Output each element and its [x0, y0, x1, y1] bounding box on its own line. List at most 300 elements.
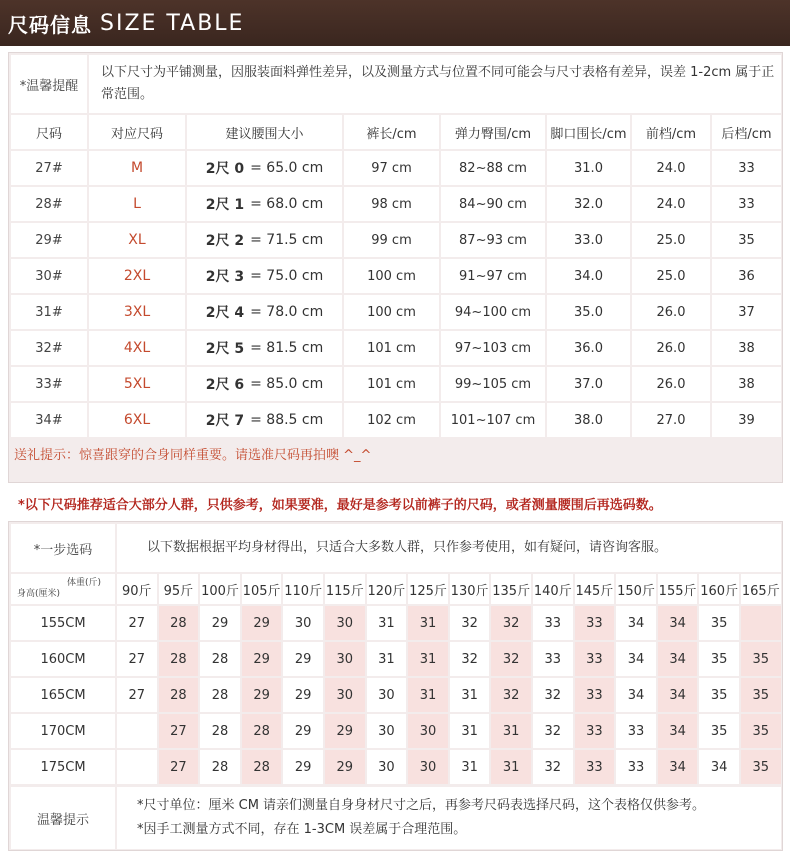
size-value: 29: [294, 723, 312, 739]
notice-text: 以下尺寸为平铺测量，因服装面料弹性差异，以及测量方式与位置不同可能会与尺寸表格有差异，误差 1-2cm 属于正常范围。: [101, 65, 775, 102]
waist-chi: 2尺 7: [205, 413, 245, 429]
size-value-cell: [741, 606, 781, 640]
corner-height-label: 身高(厘米): [17, 589, 61, 599]
weight-label: 135斤: [492, 583, 531, 599]
foot-text-cell: [117, 787, 781, 849]
weight-label: 110斤: [284, 583, 323, 599]
size-value-cell: [200, 714, 240, 748]
weight-label: 125斤: [409, 583, 447, 599]
size-value-cell: [741, 714, 781, 748]
waist-cell: [187, 295, 342, 329]
size-value: 34: [627, 651, 645, 667]
size-value: 28: [211, 759, 229, 775]
hem-value: 36.0: [574, 340, 603, 356]
notice-text-cell: [89, 55, 781, 113]
weight-header-cell: [325, 574, 365, 604]
waist-chi: 2尺 2: [205, 233, 245, 249]
code-cell: [89, 367, 185, 401]
size-value: 29#: [35, 232, 63, 248]
corner-cell: [11, 574, 115, 604]
size-value-cell: [159, 678, 199, 712]
size-value: 30#: [35, 268, 63, 284]
weight-header-cell: [367, 574, 407, 604]
back-cell: [712, 295, 781, 329]
size-value: 32: [544, 759, 562, 775]
code-value: 5XL: [123, 376, 151, 392]
size-value-cell: [658, 642, 698, 676]
weight-label: 150斤: [617, 583, 655, 599]
size-value-cell: [616, 642, 656, 676]
hem-cell: [547, 331, 630, 365]
front-cell: [632, 187, 710, 221]
weight-header-cell: [533, 574, 573, 604]
size-value-cell: [658, 714, 698, 748]
size-cell: [11, 295, 87, 329]
weight-header-cell: [159, 574, 199, 604]
header-cell: [89, 115, 185, 149]
code-cell: [89, 223, 185, 257]
front-value: 25.0: [656, 232, 686, 248]
size-value: 33: [586, 651, 603, 667]
hem-cell: [547, 187, 630, 221]
weight-header-cell: [616, 574, 656, 604]
size-value: 34: [669, 651, 686, 667]
size-value: 28: [170, 687, 187, 703]
weight-header-cell: [575, 574, 615, 604]
size-value: 30: [378, 759, 395, 775]
size-value-cell: [533, 750, 573, 784]
size-value-cell: [325, 678, 365, 712]
height-label: 175CM: [40, 759, 86, 775]
waist-cm: = 81.5 cm: [250, 340, 324, 356]
size-value: 31: [461, 759, 478, 775]
waist-cell: [187, 331, 342, 365]
size-value-cell: [325, 606, 365, 640]
header-cell: [187, 115, 342, 149]
foot-line-1: *尺寸单位：厘米 CM 请亲们测量自身身材尺寸之后，再参考尺码表选择尺码，这个表格仅供参考。: [137, 798, 706, 813]
size-value-cell: [450, 642, 490, 676]
waist-cm: = 71.5 cm: [250, 232, 324, 248]
height-label: 155CM: [40, 615, 86, 631]
size-value: 28: [170, 615, 187, 631]
size-value-cell: [367, 606, 407, 640]
size-value: 33: [586, 615, 603, 631]
size-value: 35: [752, 759, 770, 775]
size-value: 31#: [35, 304, 63, 320]
back-value: 37: [738, 304, 755, 320]
size-value-cell: [699, 750, 739, 784]
size-value: 34#: [35, 412, 63, 428]
height-cell: [11, 606, 115, 640]
size-value-cell: [450, 606, 490, 640]
size-value: 29: [336, 723, 354, 739]
size-value-cell: [575, 750, 615, 784]
waist-chi: 2尺 5: [205, 341, 245, 357]
length-cell: [344, 151, 439, 185]
size-value: 33#: [35, 376, 63, 392]
column-header: 前档/cm: [645, 126, 697, 142]
code-value: L: [133, 196, 141, 212]
hip-cell: [441, 187, 545, 221]
size-value: 29: [253, 687, 270, 703]
size-value: 30: [419, 759, 437, 775]
size-value-cell: [242, 678, 282, 712]
size-value: 32#: [35, 340, 63, 356]
size-value: 30: [336, 615, 354, 631]
size-value: 32: [461, 651, 478, 667]
hem-value: 32.0: [574, 196, 603, 212]
size-value-cell: [575, 714, 615, 748]
size-value-cell: [242, 642, 282, 676]
back-value: 38: [738, 340, 755, 356]
code-value: 6XL: [123, 412, 151, 428]
size-value-cell: [159, 606, 199, 640]
size-value: 29: [294, 651, 312, 667]
size-value-cell: [408, 714, 448, 748]
weight-header-cell: [117, 574, 157, 604]
weight-header-cell: [658, 574, 698, 604]
size-value-cell: [117, 642, 157, 676]
waist-chi: 2尺 1: [205, 197, 245, 213]
column-header: 后档/cm: [721, 126, 772, 142]
foot-label: 温馨提示: [36, 812, 89, 828]
quick-notice-text-cell: [117, 524, 781, 572]
hip-cell: [441, 151, 545, 185]
size-value-cell: [283, 678, 323, 712]
header-cell: [11, 115, 87, 149]
size-value: 31: [419, 651, 437, 667]
size-value: 33: [586, 687, 603, 703]
size-value: 35: [710, 723, 728, 739]
waist-cm: = 65.0 cm: [250, 160, 324, 176]
size-value-cell: [367, 750, 407, 784]
size-value-cell: [699, 642, 739, 676]
gift-tip: 送礼提示：惊喜跟穿的合身同样重要。请选准尺码再拍噢 ^_^: [14, 448, 372, 463]
weight-label: 95斤: [163, 583, 194, 599]
weight-label: 140斤: [533, 583, 572, 599]
weight-header-cell: [741, 574, 781, 604]
size-value-cell: [616, 606, 656, 640]
front-value: 26.0: [656, 340, 686, 356]
hip-cell: [441, 259, 545, 293]
code-cell: [89, 331, 185, 365]
front-cell: [632, 367, 710, 401]
back-value: 33: [738, 196, 755, 212]
quick-notice-text: 以下数据根据平均身材得出，只适合大多数人群，只作参考使用，如有疑问，请咨询客服。: [147, 540, 668, 555]
length-value: 100 cm: [367, 268, 416, 284]
size-value-cell: [242, 606, 282, 640]
length-cell: [344, 187, 439, 221]
height-label: 165CM: [40, 687, 86, 703]
hem-cell: [547, 295, 630, 329]
front-cell: [632, 151, 710, 185]
column-header: 尺码: [35, 126, 62, 142]
size-value: 27#: [35, 160, 63, 176]
size-value-cell: [200, 642, 240, 676]
length-cell: [344, 259, 439, 293]
size-value-cell: [408, 678, 448, 712]
size-value-cell: [575, 678, 615, 712]
code-cell: [89, 187, 185, 221]
length-value: 102 cm: [367, 412, 416, 428]
size-value: 30: [294, 615, 312, 631]
size-value: 31: [378, 615, 395, 631]
title-banner: [0, 0, 790, 46]
length-cell: [344, 331, 439, 365]
size-value: 30: [336, 687, 354, 703]
weight-label: 160斤: [700, 583, 739, 599]
weight-label: 90斤: [122, 583, 152, 599]
back-cell: [712, 259, 781, 293]
hem-cell: [547, 223, 630, 257]
size-value: 27: [128, 615, 146, 631]
hip-value: 91~97 cm: [459, 268, 527, 284]
size-value-cell: [575, 642, 615, 676]
notice-label: *温馨提醒: [19, 78, 79, 94]
height-label: 170CM: [40, 723, 86, 739]
header-cell: [441, 115, 545, 149]
code-value: 3XL: [123, 304, 151, 320]
size-value-cell: [159, 750, 199, 784]
waist-cell: [187, 403, 342, 437]
size-value: 34: [669, 759, 686, 775]
size-cell: [11, 403, 87, 437]
quick-notice-label: *一步选码: [33, 542, 93, 558]
size-value: 32: [502, 651, 520, 667]
size-value-cell: [491, 678, 531, 712]
hem-value: 34.0: [574, 268, 603, 284]
size-value-cell: [242, 750, 282, 784]
length-cell: [344, 295, 439, 329]
hip-value: 97~103 cm: [454, 340, 532, 356]
size-value-cell: [283, 642, 323, 676]
waist-cm: = 88.5 cm: [250, 412, 324, 428]
corner-weight-label: 体重(斤): [66, 578, 101, 588]
size-value-cell: [699, 606, 739, 640]
size-value-cell: [616, 678, 656, 712]
size-value: 35: [752, 687, 770, 703]
size-value-cell: [450, 714, 490, 748]
notice-label-cell: [11, 55, 87, 113]
front-value: 25.0: [656, 268, 686, 284]
size-value-cell: [533, 642, 573, 676]
length-cell: [344, 223, 439, 257]
waist-chi: 2尺 0: [205, 161, 245, 177]
weight-label: 155斤: [658, 583, 697, 599]
front-value: 24.0: [656, 196, 686, 212]
weight-header-cell: [408, 574, 448, 604]
size-value-cell: [658, 606, 698, 640]
size-value: 34: [669, 615, 686, 631]
weight-header-cell: [200, 574, 240, 604]
size-value-cell: [491, 714, 531, 748]
waist-cell: [187, 187, 342, 221]
front-cell: [632, 259, 710, 293]
size-value: 34: [627, 615, 645, 631]
hem-value: 35.0: [574, 304, 603, 320]
size-value-cell: [575, 606, 615, 640]
size-value-cell: [658, 678, 698, 712]
size-value: 33: [586, 723, 603, 739]
back-value: 39: [738, 412, 755, 428]
size-value: 31: [461, 687, 478, 703]
size-value: 32: [544, 687, 562, 703]
size-value: 27: [170, 723, 187, 739]
length-value: 101 cm: [367, 376, 416, 392]
back-value: 33: [738, 160, 755, 176]
size-value: 34: [669, 723, 686, 739]
size-value-cell: [367, 642, 407, 676]
banner-title-cn: 尺码信息: [8, 12, 92, 37]
front-cell: [632, 223, 710, 257]
foot-label-cell: [11, 787, 115, 849]
length-cell: [344, 367, 439, 401]
weight-header-cell: [491, 574, 531, 604]
height-cell: [11, 714, 115, 748]
hip-cell: [441, 403, 545, 437]
weight-label: 165斤: [741, 583, 780, 599]
length-value: 97 cm: [371, 160, 412, 176]
size-cell: [11, 259, 87, 293]
size-cell: [11, 331, 87, 365]
size-value-cell: [325, 642, 365, 676]
size-value-cell: [117, 678, 157, 712]
weight-header-cell: [450, 574, 490, 604]
size-value-cell: [699, 714, 739, 748]
size-value: 31: [502, 759, 520, 775]
length-cell: [344, 403, 439, 437]
weight-header-cell: [283, 574, 323, 604]
size-value: 27: [170, 759, 187, 775]
size-value-cell: [491, 642, 531, 676]
header-cell: [344, 115, 439, 149]
size-value-cell: [117, 714, 157, 748]
size-value-cell: [117, 750, 157, 784]
size-value: 29: [294, 687, 312, 703]
waist-chi: 2尺 6: [205, 377, 245, 393]
size-value: 33: [627, 723, 645, 739]
quick-notice-label-cell: [11, 524, 115, 572]
size-value: 30: [378, 687, 395, 703]
banner-title-en: SIZE TABLE: [100, 10, 245, 36]
length-value: 98 cm: [371, 196, 412, 212]
length-value: 100 cm: [367, 304, 416, 320]
size-value: 33: [586, 759, 603, 775]
size-value-cell: [533, 606, 573, 640]
foot-line-2: *因手工测量方式不同，存在 1-3CM 误差属于合理范围。: [137, 822, 467, 837]
height-label: 160CM: [40, 651, 86, 667]
column-header: 脚口围长/cm: [550, 126, 627, 142]
size-value-cell: [367, 714, 407, 748]
size-value-cell: [325, 750, 365, 784]
front-value: 26.0: [656, 376, 686, 392]
hem-cell: [547, 403, 630, 437]
size-value: 29: [253, 651, 270, 667]
front-value: 26.0: [656, 304, 686, 320]
code-value: 4XL: [123, 340, 151, 356]
size-value-cell: [159, 714, 199, 748]
size-value: 29: [294, 759, 312, 775]
size-value: 35: [710, 687, 728, 703]
hem-cell: [547, 367, 630, 401]
hip-value: 84~90 cm: [459, 196, 527, 212]
front-value: 24.0: [656, 160, 686, 176]
back-cell: [712, 403, 781, 437]
hem-value: 38.0: [574, 412, 603, 428]
hip-value: 94~100 cm: [454, 304, 532, 320]
size-value-cell: [200, 606, 240, 640]
size-value: 28: [211, 687, 229, 703]
waist-cm: = 75.0 cm: [250, 268, 324, 284]
size-value-cell: [699, 678, 739, 712]
waist-cell: [187, 151, 342, 185]
weight-header-cell: [699, 574, 739, 604]
size-value: 28: [211, 723, 229, 739]
back-value: 35: [738, 232, 755, 248]
waist-chi: 2尺 4: [205, 305, 245, 321]
weight-label: 115斤: [325, 583, 364, 599]
size-value: 28: [253, 723, 270, 739]
size-value-cell: [200, 678, 240, 712]
waist-chi: 2尺 3: [205, 269, 245, 285]
size-value: 32: [461, 615, 478, 631]
size-value: 31: [378, 651, 395, 667]
size-value-cell: [117, 606, 157, 640]
hip-cell: [441, 223, 545, 257]
hip-value: 99~105 cm: [454, 376, 532, 392]
back-cell: [712, 223, 781, 257]
size-value: 35: [710, 651, 728, 667]
column-header: 裤长/cm: [366, 126, 417, 142]
size-value: 30: [378, 723, 395, 739]
size-cell: [11, 187, 87, 221]
waist-cm: = 68.0 cm: [250, 196, 324, 212]
size-value-cell: [408, 750, 448, 784]
front-cell: [632, 295, 710, 329]
size-value-cell: [242, 714, 282, 748]
size-cell: [11, 151, 87, 185]
size-value-cell: [741, 750, 781, 784]
hip-value: 87~93 cm: [459, 232, 527, 248]
size-value: 34: [669, 687, 686, 703]
size-value-cell: [491, 750, 531, 784]
size-value: 31: [502, 723, 520, 739]
weight-label: 130斤: [450, 583, 489, 599]
hem-value: 37.0: [574, 376, 603, 392]
size-value-cell: [533, 714, 573, 748]
size-value: 33: [544, 615, 562, 631]
size-value-cell: [616, 714, 656, 748]
size-value: 31: [419, 687, 437, 703]
code-cell: [89, 151, 185, 185]
size-value: 33: [544, 651, 562, 667]
size-value: 29: [253, 615, 270, 631]
size-value: 32: [544, 723, 562, 739]
size-value: 33: [627, 759, 645, 775]
size-value-cell: [741, 642, 781, 676]
waist-cell: [187, 259, 342, 293]
size-value: 34: [710, 759, 728, 775]
size-value: 27: [128, 687, 146, 703]
size-value-cell: [283, 714, 323, 748]
size-table: [8, 52, 783, 483]
column-header: 对应尺码: [110, 126, 163, 142]
size-value-cell: [450, 750, 490, 784]
size-value-cell: [408, 606, 448, 640]
height-cell: [11, 642, 115, 676]
size-value: 30: [419, 723, 437, 739]
size-value-cell: [658, 750, 698, 784]
